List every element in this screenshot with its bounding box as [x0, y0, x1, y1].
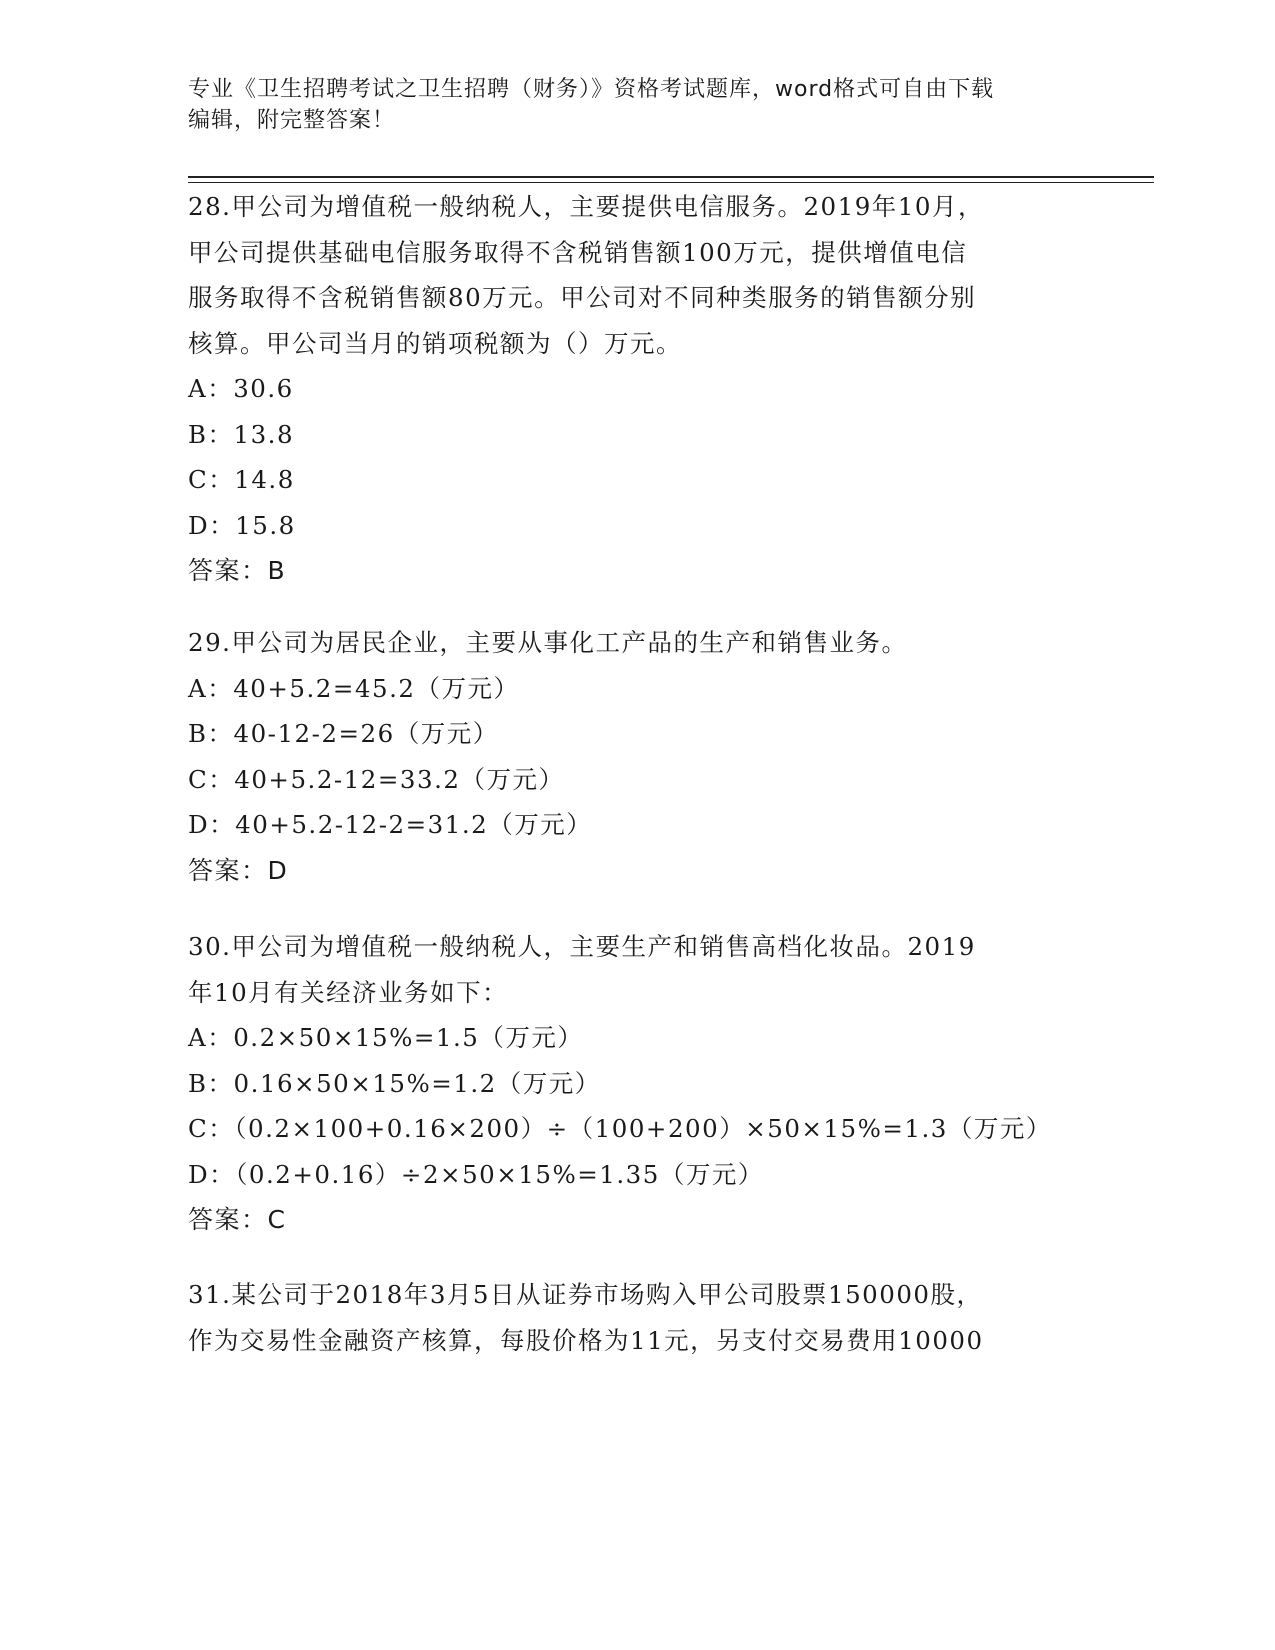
question-31 — [188, 1272, 1088, 1363]
answer-line: 答案：C — [188, 1205, 287, 1234]
header-divider-thick — [188, 176, 1154, 178]
question-29 — [188, 620, 1088, 893]
header-line-1: 专业《卫生招聘考试之卫生招聘（财务）》资格考试题库，word格式可自由下载 — [188, 77, 995, 102]
question-stem-line: 29.甲公司为居民企业，主要从事化工产品的生产和销售业务。 — [188, 628, 908, 657]
header-divider-thin — [188, 182, 1154, 183]
option-d: D：（0.2+0.16）÷2×50×15%=1.35（万元） — [188, 1159, 764, 1189]
option-b: B：0.16×50×15%=1.2（万元） — [188, 1068, 601, 1098]
question-stem-line: 服务取得不含税销售额80万元。甲公司对不同种类服务的销售额分别 — [188, 283, 977, 312]
option-a: A：30.6 — [188, 374, 294, 403]
option-b: B：40-12-2=26（万元） — [188, 719, 499, 748]
question-stem-line: 甲公司提供基础电信服务取得不含税销售额100万元，提供增值电信 — [188, 237, 968, 267]
option-a: A：40+5.2=45.2（万元） — [188, 673, 520, 703]
question-stem-line: 作为交易性金融资产核算，每股价格为11元，另支付交易费用10000 — [188, 1325, 984, 1355]
question-30 — [188, 924, 1088, 1243]
question-stem-line: 年10月有关经济业务如下： — [188, 977, 509, 1007]
option-c: C：40+5.2-12=33.2（万元） — [188, 764, 565, 794]
question-stem-line: 31.某公司于2018年3月5日从证券市场购入甲公司股票150000股， — [188, 1280, 983, 1309]
option-d: D：40+5.2-12-2=31.2（万元） — [188, 810, 593, 839]
option-d: D：15.8 — [188, 510, 296, 540]
question-stem-line: 30.甲公司为增值税一般纳税人，主要生产和销售高档化妆品。2019 — [188, 932, 976, 961]
option-b: B：13.8 — [188, 419, 295, 449]
document-header — [188, 74, 1088, 136]
option-c: C：14.8 — [188, 465, 295, 494]
question-28 — [188, 184, 1088, 594]
question-stem-line: 核算。甲公司当月的销项税额为（）万元。 — [188, 328, 682, 358]
option-a: A：0.2×50×15%=1.5（万元） — [188, 1023, 584, 1052]
question-stem-line: 28.甲公司为增值税一般纳税人，主要提供电信服务。2019年10月， — [188, 192, 984, 221]
answer-line: 答案：D — [188, 855, 289, 885]
option-c: C：（0.2×100+0.16×200）÷（100+200）×50×15%=1.3（万元） — [188, 1114, 1052, 1143]
answer-line: 答案：B — [188, 556, 287, 585]
header-line-2: 编辑，附完整答案！ — [188, 108, 396, 133]
